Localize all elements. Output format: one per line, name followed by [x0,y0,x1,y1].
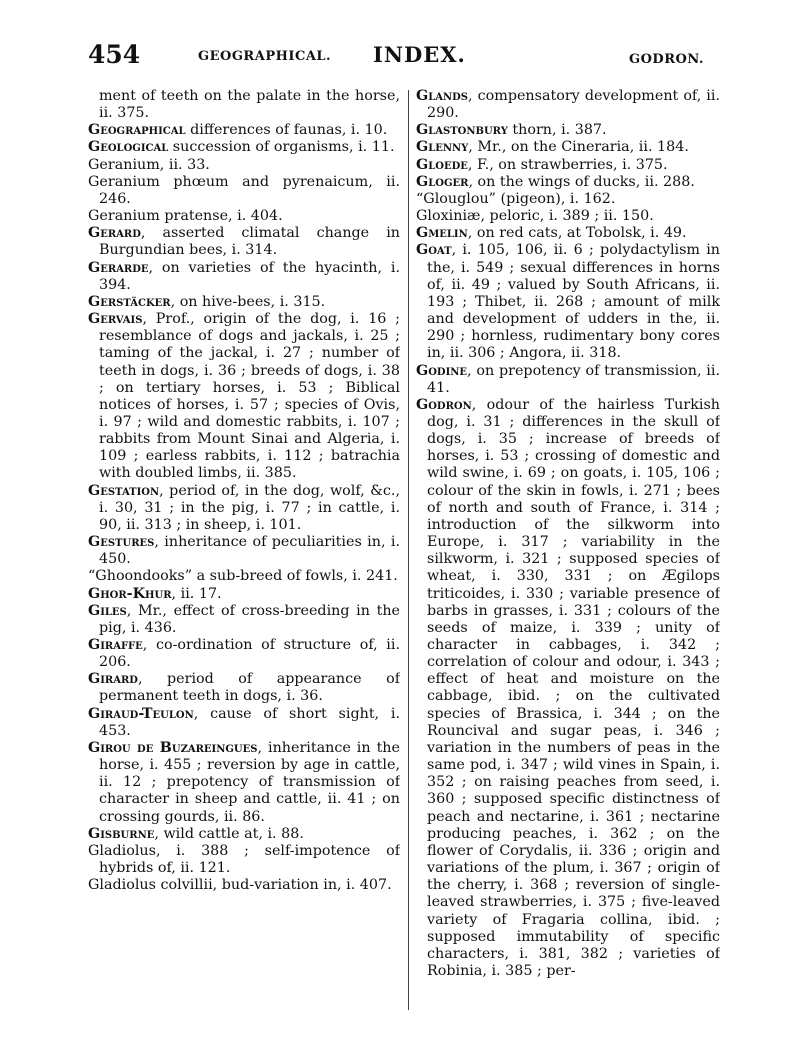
entry-text: , F., on strawberries, i. 375. [467,156,668,173]
entry-text: , Mr., effect of cross-breeding in the pig, i. 436. [99,602,400,636]
index-entry [416,208,720,225]
entry-heading: Gestation [88,482,160,499]
entry-text: ment of teeth on the palate in the horse, ii. 375. [99,88,400,122]
entry-heading: Gmelin [416,225,468,242]
entry-heading: Gloger [416,173,469,190]
index-entry [88,294,400,311]
entry-heading: Geographical [88,122,186,139]
index-entry [88,225,400,259]
header-last-entry: GODRON. [629,52,704,67]
index-entry [88,740,400,826]
entry-text: , on red cats, at Tobolsk, i. 49. [467,225,687,242]
entry-text: , on the wings of ducks, ii. 288. [468,173,695,190]
entry-text: , ii. 17. [171,585,222,602]
index-entry [88,826,400,843]
index-column-left [88,88,400,1018]
entry-heading: Girou de Buzareingues [88,739,258,756]
entry-heading: Gerarde [88,259,149,276]
index-entry [88,706,400,740]
entry-text: “Glouglou” (pigeon), i. 162. [416,190,616,207]
index-entry [88,586,400,603]
entry-text: , on hive-bees, i. 315. [170,293,326,310]
index-entry [88,122,400,139]
entry-text: , cause of short sight, i. 453. [99,705,400,739]
index-entry [88,534,400,568]
entry-heading: Gerstäcker [88,293,171,310]
entry-heading: Geological [88,139,169,156]
entry-text: , odour of the hairless Turkish dog, i. 31 ; differences in the skull of dogs, i. 35 ; increase of breeds of horses, i. 53 ; crossing of domestic and wild swine, i. 69 ; on goats, i. 105, 106 ; colour of the skin in fowls, i. 271 ; bees of north and south of France, i. 314 ; introduction of the silkworm into Europe, i. 317 ; variability in the silkworm, i. 321 ; supposed species of wheat, i. 330, 331 ; on Ægilops triticoides, i. 330 ; variable presence of barbs in grasses, i. 331 ; colours of the seeds of maize, i. 339 ; unity of character in cabbages, i. 342 ; correlation of colour and odour, i. 343 ; effect of heat and moisture on the cabbage, ibid. ; on the cultivated species of Brassica, i. 344 ; on the Rouncival and sugar peas, i. 346 ; variation in the numbers of peas in the same pod, i. 347 ; wild vines in Spain, i. 352 ; on raising peaches from seed, i. 360 ; supposed specific distinctness of peach and nectarine, i. 361 ; nectarine producing peaches, i. 362 ; on the flower of Corydalis, ii. 336 ; origin and variations of the plum, i. 367 ; origin of the cherry, i. 368 ; reversion of single-leaved strawberries, i. 375 ; five-leaved variety of Fragaria collina, ibid. ; supposed immutability of specific characters, i. 381, 382 ; varieties of Robinia, i. 385 ; per- [427,396,720,979]
entry-heading: Giraffe [88,637,143,653]
entry-text: differences of faunas, i. 10. [185,122,388,139]
index-entry [416,139,720,156]
index-entry [416,122,720,139]
index-entry [88,139,400,156]
index-entry [88,877,400,894]
index-column-right [416,88,720,1018]
entry-text: Geranium phœum and pyrenaicum, ii. 246. [88,173,400,207]
entry-text: , on prepotency of transmission, ii. 41. [427,362,720,396]
entry-text: Gloxiniæ, peloric, i. 389 ; ii. 150. [416,208,654,225]
entry-text: , on varieties of the hyacinth, i. 394. [99,259,400,293]
entry-text: , Mr., on the Cineraria, ii. 184. [468,139,689,156]
entry-text: , wild cattle at, i. 88. [154,825,304,842]
index-entry [88,483,400,534]
entry-text: Gladiolus colvillii, bud-variation in, i. 407. [88,877,392,894]
entry-heading: Gerard [88,225,141,242]
entry-heading: Gisburne [88,825,155,842]
index-entry [88,671,400,705]
entry-text: “Ghoondooks” a sub-breed of fowls, i. 241. [88,568,398,585]
entry-text: Geranium, ii. 33. [88,156,210,173]
entry-text: , period of appearance of permanent teeth in dogs, i. 36. [99,671,400,705]
index-entry [416,157,720,174]
index-entry [88,260,400,294]
entry-heading: Gloede [416,156,468,173]
index-entry [416,225,720,242]
page-number: 454 [88,40,141,69]
running-header [88,40,718,80]
index-entry [88,843,400,877]
index-entry [416,88,720,122]
index-entry [416,242,720,362]
entry-text: Geranium pratense, i. 404. [88,208,283,225]
entry-text: , inheritance in the horse, i. 455 ; reversion by age in cattle, ii. 12 ; prepotency of transmission of character in sheep and cattle, ii. 41 ; on crossing gourds, ii. 86. [99,739,400,825]
index-entry [88,174,400,208]
entry-text: , asserted climatal change in Burgundian bees, i. 314. [99,225,400,259]
index-entry [88,208,400,225]
index-entry [88,603,400,637]
entry-text: Gladiolus, i. 388 ; self-impotence of hybrids of, ii. 121. [88,842,400,877]
entry-text: succession of organisms, i. 11. [168,139,395,156]
index-entry [88,637,400,671]
entry-text: , compensatory development of, ii. 290. [427,88,720,122]
index-entry [416,191,720,208]
entry-text: , co-ordination of structure of, ii. 206. [99,637,400,671]
entry-heading: Goat [416,242,452,259]
entry-text: , Prof., origin of the dog, i. 16 ; resemblance of dogs and jackals, i. 25 ; taming of the jackal, i. 27 ; number of teeth in dogs, i. 36 ; breeds of dogs, i. 38 ; on tertiary horses, i. 53 ; Biblical notices of horses, i. 57 ; species of Ovis, i. 97 ; wild and domestic rabbits, i. 107 ; rabbits from Mount Sinai and Algeria, i. 109 ; earless rabbits, i. 112 ; batrachia with doubled limbs, ii. 385. [99,311,400,482]
entry-heading: Giles [88,602,127,619]
entry-heading: Glenny [416,139,469,156]
column-divider [408,90,409,1010]
header-first-entry: GEOGRAPHICAL. [198,49,332,64]
entry-heading: Giraud-Teulon [88,705,194,722]
index-entry [416,397,720,980]
entry-text: , i. 105, 106, ii. 6 ; polydactylism in the, i. 549 ; sexual differences in horns of, ii. 49 ; valued by South Africans, ii. 193 ; Thibet, ii. 268 ; amount of milk and development of udders in the, ii. 290 ; hornless, rudimentary bony cores in, ii. 306 ; Angora, ii. 318. [427,242,720,362]
index-entry [416,363,720,397]
entry-heading: Godron [416,396,472,413]
entry-heading: Ghor-Khur [88,585,172,602]
entry-text: , period of, in the dog, wolf, &c., i. 30, 31 ; in the pig, i. 77 ; in cattle, i. 90, ii. 313 ; in sheep, i. 101. [99,482,400,533]
index-entry [416,174,720,191]
entry-heading: Girard [88,671,138,688]
page-title: INDEX. [373,42,466,67]
index-entry [88,157,400,174]
index-entry [88,88,400,122]
index-entry [88,568,400,585]
entry-heading: Godine [416,362,468,379]
entry-text: thorn, i. 387. [507,122,607,139]
index-entry [88,311,400,483]
entry-heading: Gestures [88,534,155,551]
entry-heading: Glastonbury [416,122,508,139]
entry-text: , inheritance of peculiarities in, i. 450. [99,534,400,568]
entry-heading: Gervais [88,311,143,328]
entry-heading: Glands [416,88,469,104]
